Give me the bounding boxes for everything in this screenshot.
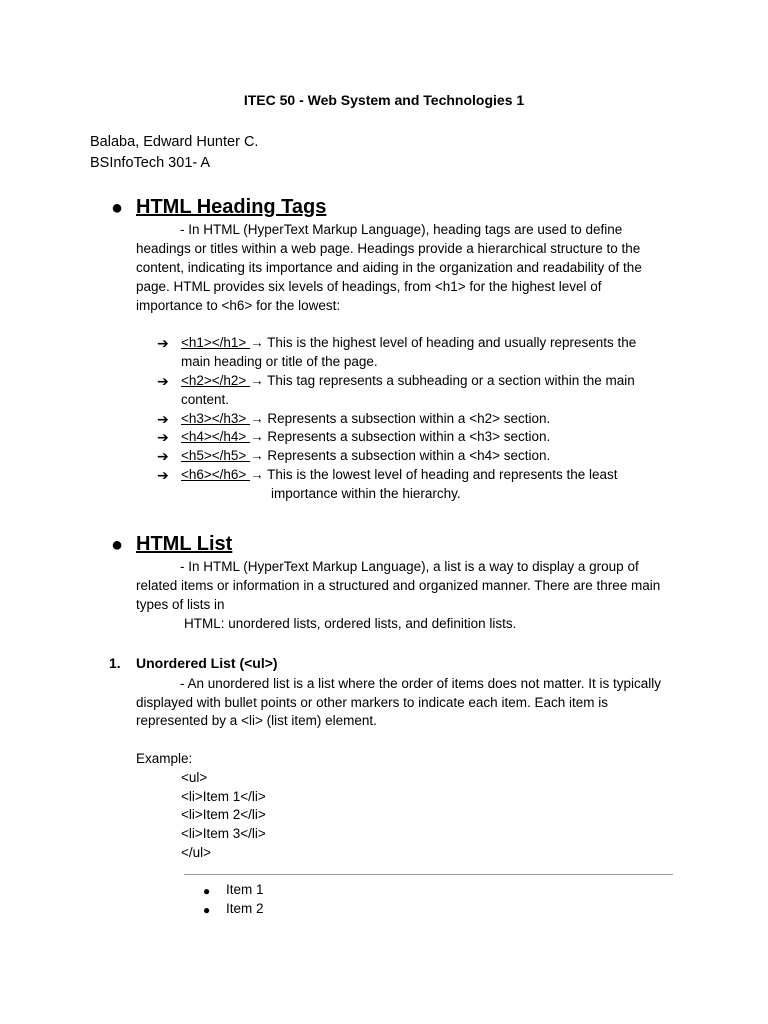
- arrow-bullet-icon: ➔: [157, 335, 169, 351]
- class-section: BSInfoTech 301- A: [90, 155, 211, 171]
- tag-code: <h6></h6>: [181, 467, 251, 482]
- arrow-bullet-icon: ➔: [157, 467, 169, 483]
- heading-intro-line: importance to <h6> for the lowest:: [136, 298, 341, 313]
- arrow-bullet-icon: ➔: [157, 448, 169, 464]
- tag-code: <h5></h5>: [181, 448, 251, 463]
- heading-intro-line: - In HTML (HyperText Markup Language), heading tags are used to define: [180, 222, 623, 237]
- rendered-list-item: Item 2: [226, 901, 264, 916]
- heading-item-h1: [181, 335, 636, 350]
- arrow-bullet-icon: ➔: [157, 411, 169, 427]
- heading-item-h6: [181, 467, 618, 482]
- code-line: </ul>: [181, 845, 212, 860]
- heading-intro-line: headings or titles within a web page. Headings provide a hierarchical structure to the: [136, 241, 641, 256]
- list-intro-line: HTML: unordered lists, ordered lists, and definition lists.: [184, 616, 517, 631]
- tag-description: → This is the highest level of heading and usually represents the: [250, 335, 637, 350]
- tag-code: <h2></h2>: [181, 373, 251, 388]
- tag-code: <h1></h1>: [181, 335, 251, 350]
- list-intro-line: - In HTML (HyperText Markup Language), a list is a way to display a group of: [180, 559, 639, 574]
- tag-description-cont: importance within the hierarchy.: [271, 486, 461, 501]
- tag-code: <h4></h4>: [181, 429, 251, 444]
- tag-description: → Represents a subsection within a <h2> section.: [250, 411, 551, 426]
- document-title: ITEC 50 - Web System and Technologies 1: [243, 92, 525, 108]
- unordered-list-number: 1.: [109, 655, 121, 671]
- heading-item-h4: [181, 429, 550, 444]
- tag-description: → Represents a subsection within a <h3> section.: [250, 429, 551, 444]
- list-intro-line: related items or information in a structured and organized manner. There are three main: [136, 578, 661, 593]
- list-bullet-icon: ●: [203, 903, 211, 917]
- heading-tags-title: HTML Heading Tags: [136, 196, 327, 218]
- horizontal-divider: [184, 874, 673, 875]
- heading-item-h3: [181, 411, 550, 426]
- heading-item-h5: [181, 448, 550, 463]
- code-line: <ul>: [181, 770, 208, 785]
- rendered-list-item: Item 1: [226, 882, 264, 897]
- heading-intro-line: page. HTML provides six levels of headings, from <h1> for the highest level of: [136, 279, 602, 294]
- tag-description-cont: main heading or title of the page.: [181, 354, 378, 369]
- list-intro-line: types of lists in: [136, 597, 225, 612]
- section-bullet-icon: ●: [111, 534, 124, 556]
- tag-description: → This tag represents a subheading or a section within the main: [250, 373, 635, 388]
- code-line: <li>Item 3</li>: [181, 826, 266, 841]
- html-list-title: HTML List: [136, 533, 233, 555]
- tag-description: → This is the lowest level of heading and represents the least: [250, 467, 618, 482]
- code-line: <li>Item 2</li>: [181, 807, 266, 822]
- unordered-list-heading: Unordered List (<ul>): [136, 655, 278, 671]
- unordered-desc-line: represented by a <li> (list item) element.: [136, 713, 377, 728]
- unordered-desc-line: displayed with bullet points or other markers to indicate each item. Each item is: [136, 695, 608, 710]
- tag-description-cont: content.: [181, 392, 230, 407]
- author-name: Balaba, Edward Hunter C.: [90, 134, 259, 150]
- arrow-bullet-icon: ➔: [157, 429, 169, 445]
- example-label: Example:: [136, 751, 193, 766]
- section-bullet-icon: ●: [111, 197, 124, 219]
- heading-intro-line: content, indicating its importance and aiding in the organization and readability of the: [136, 260, 642, 275]
- tag-description: → Represents a subsection within a <h4> section.: [250, 448, 551, 463]
- list-bullet-icon: ●: [203, 884, 211, 898]
- unordered-desc-line: - An unordered list is a list where the order of items does not matter. It is typically: [180, 676, 661, 691]
- arrow-bullet-icon: ➔: [157, 373, 169, 389]
- tag-code: <h3></h3>: [181, 411, 251, 426]
- heading-item-h2: [181, 373, 635, 388]
- code-line: <li>Item 1</li>: [181, 789, 266, 804]
